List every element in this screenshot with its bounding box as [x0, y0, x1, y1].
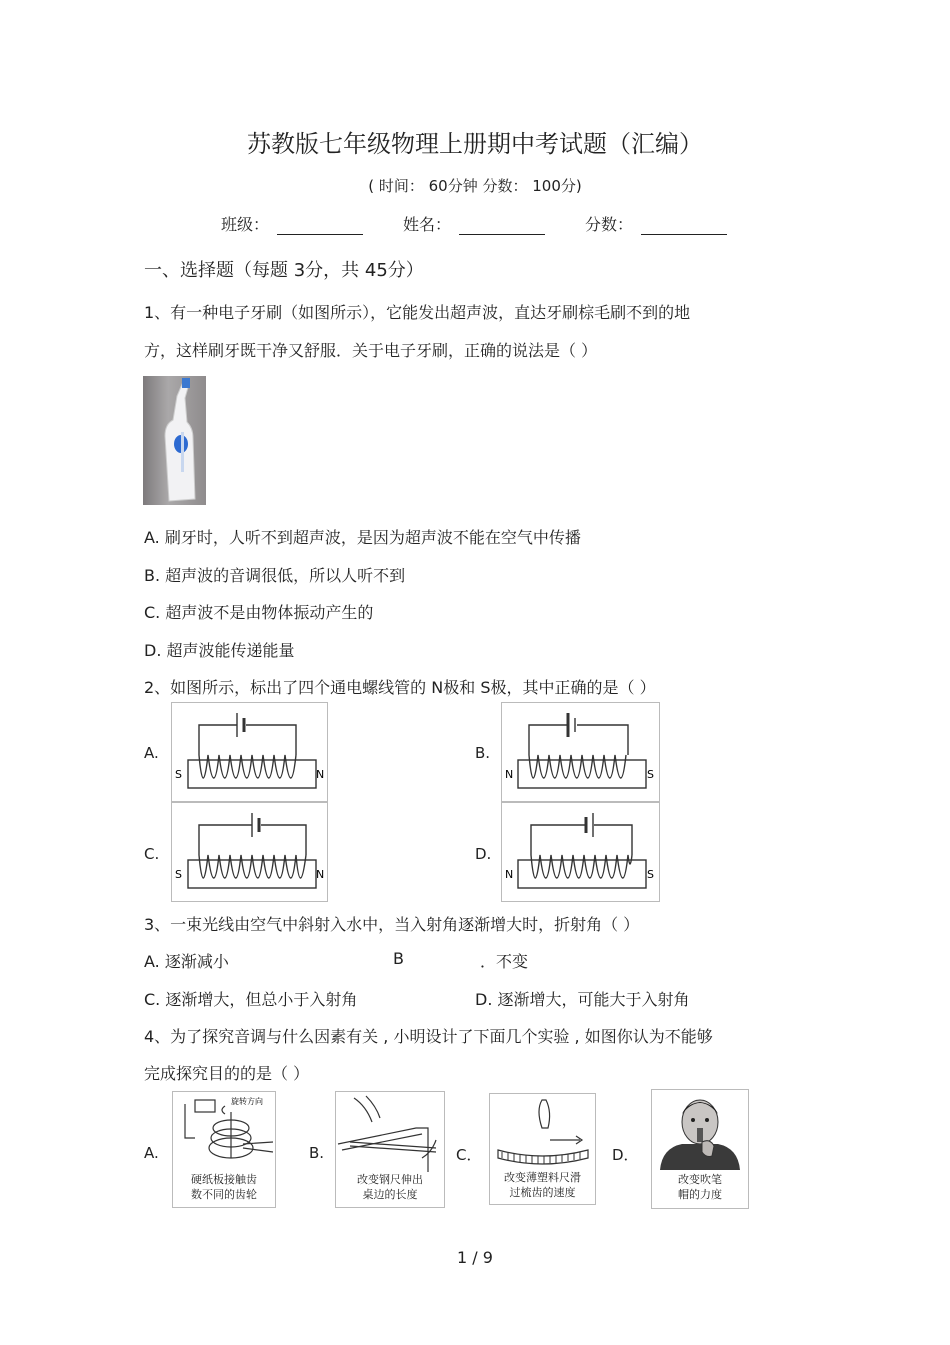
solenoid-diagram-d — [501, 802, 660, 902]
pen-cap-experiment-figure — [651, 1089, 749, 1209]
pen-cap-caption-line2: 帽的力度 — [678, 1188, 722, 1201]
q1-option-a: A. 刷牙时，人听不到超声波，是因为超声波不能在空气中传播 — [144, 528, 581, 547]
pen-cap-caption-line1: 改变吹笔 — [678, 1173, 722, 1186]
ruler-experiment-figure — [335, 1091, 445, 1208]
gear-caption — [173, 1172, 275, 1202]
q1-option-c: C. 超声波不是由物体振动产生的 — [144, 603, 374, 622]
q4-label-d: D． — [612, 1146, 639, 1164]
q2-stem: 2、如图所示，标出了四个通电螺线管的 N极和 S极，其中正确的是（ ） — [144, 678, 656, 697]
q3-stem: 3、一束光线由空气中斜射入水中，当入射角逐渐增大时，折射角（ ） — [144, 915, 640, 934]
q2-b-right-pole: S — [647, 768, 654, 781]
solenoid-diagram-c — [171, 802, 328, 902]
rotate-direction-label: 旋转方向 — [231, 1097, 263, 1106]
exam-title: 苏教版七年级物理上册期中考试题（汇编） — [247, 130, 703, 158]
gear-caption-line2: 数不同的齿轮 — [191, 1188, 257, 1201]
q3-option-b-letter: B — [393, 949, 404, 968]
solenoid-diagram-b — [501, 702, 660, 802]
name-blank — [459, 218, 545, 235]
q3-option-a: A. 逐渐减小 — [144, 952, 229, 971]
q2-label-d: D. — [475, 845, 492, 863]
q1-option-b: B. 超声波的音调很低，所以人听不到 — [144, 566, 406, 585]
q2-label-b: B. — [475, 744, 491, 762]
q3-option-b-text: ．不变 — [480, 952, 529, 971]
score-field — [585, 212, 727, 235]
comb-caption — [490, 1170, 595, 1200]
q3-option-d: D. 逐渐增大，可能大于入射角 — [475, 990, 690, 1009]
q4-stem-line1: 4、为了探究音调与什么因素有关 , 小明设计了下面几个实验 , 如图你认为不能够 — [144, 1027, 713, 1046]
comb-caption-line2: 过梳齿的速度 — [509, 1186, 576, 1199]
q2-label-c: C. — [144, 845, 160, 863]
q4-label-b: B. — [309, 1144, 325, 1162]
toothbrush-photo — [143, 376, 206, 505]
section-heading: 一、选择题（每题 3分，共 45分） — [144, 260, 424, 281]
name-field — [403, 212, 545, 235]
q2-a-left-pole: S — [175, 768, 182, 781]
comb-caption-line1: 改变薄塑料尺滑 — [504, 1171, 581, 1184]
q4-label-a: A. — [144, 1144, 159, 1162]
q4-label-c: C． — [456, 1146, 482, 1164]
class-label: 班级： — [221, 215, 270, 234]
ruler-caption — [336, 1172, 444, 1202]
q1-stem-line1: 1、有一种电子牙刷（如图所示），它能发出超声波，直达牙刷棕毛刷不到的地 — [144, 303, 691, 322]
pen-cap-caption — [652, 1172, 748, 1202]
class-blank — [277, 218, 363, 235]
q2-c-right-pole: N — [316, 868, 325, 881]
gear-experiment-figure — [172, 1091, 276, 1208]
exam-time-score: ( 时间： 60分钟 分数： 100分) — [368, 177, 582, 195]
q4-stem-line2: 完成探究目的的是（ ） — [144, 1064, 310, 1083]
solenoid-diagram-a — [171, 702, 328, 802]
q1-option-d: D. 超声波能传递能量 — [144, 641, 295, 660]
comb-experiment-figure — [489, 1093, 596, 1205]
q2-a-right-pole: N — [316, 768, 325, 781]
q2-d-right-pole: S — [647, 868, 654, 881]
q2-c-left-pole: S — [175, 868, 182, 881]
q1-stem-line2: 方，这样刷牙既干净又舒服．关于电子牙刷，正确的说法是（ ） — [144, 341, 598, 360]
page-number: 1 / 9 — [457, 1248, 493, 1267]
gear-caption-line1: 硬纸板接触齿 — [191, 1173, 257, 1186]
q3-option-c: C. 逐渐增大，但总小于入射角 — [144, 990, 358, 1009]
score-blank — [641, 218, 727, 235]
ruler-caption-line2: 桌边的长度 — [362, 1188, 418, 1201]
q2-b-left-pole: N — [505, 768, 514, 781]
class-field — [221, 212, 363, 235]
q2-d-left-pole: N — [505, 868, 514, 881]
q2-label-a: A. — [144, 744, 159, 762]
name-label: 姓名： — [403, 215, 452, 234]
score-label: 分数： — [585, 215, 634, 234]
ruler-caption-line1: 改变钢尺伸出 — [357, 1173, 423, 1186]
